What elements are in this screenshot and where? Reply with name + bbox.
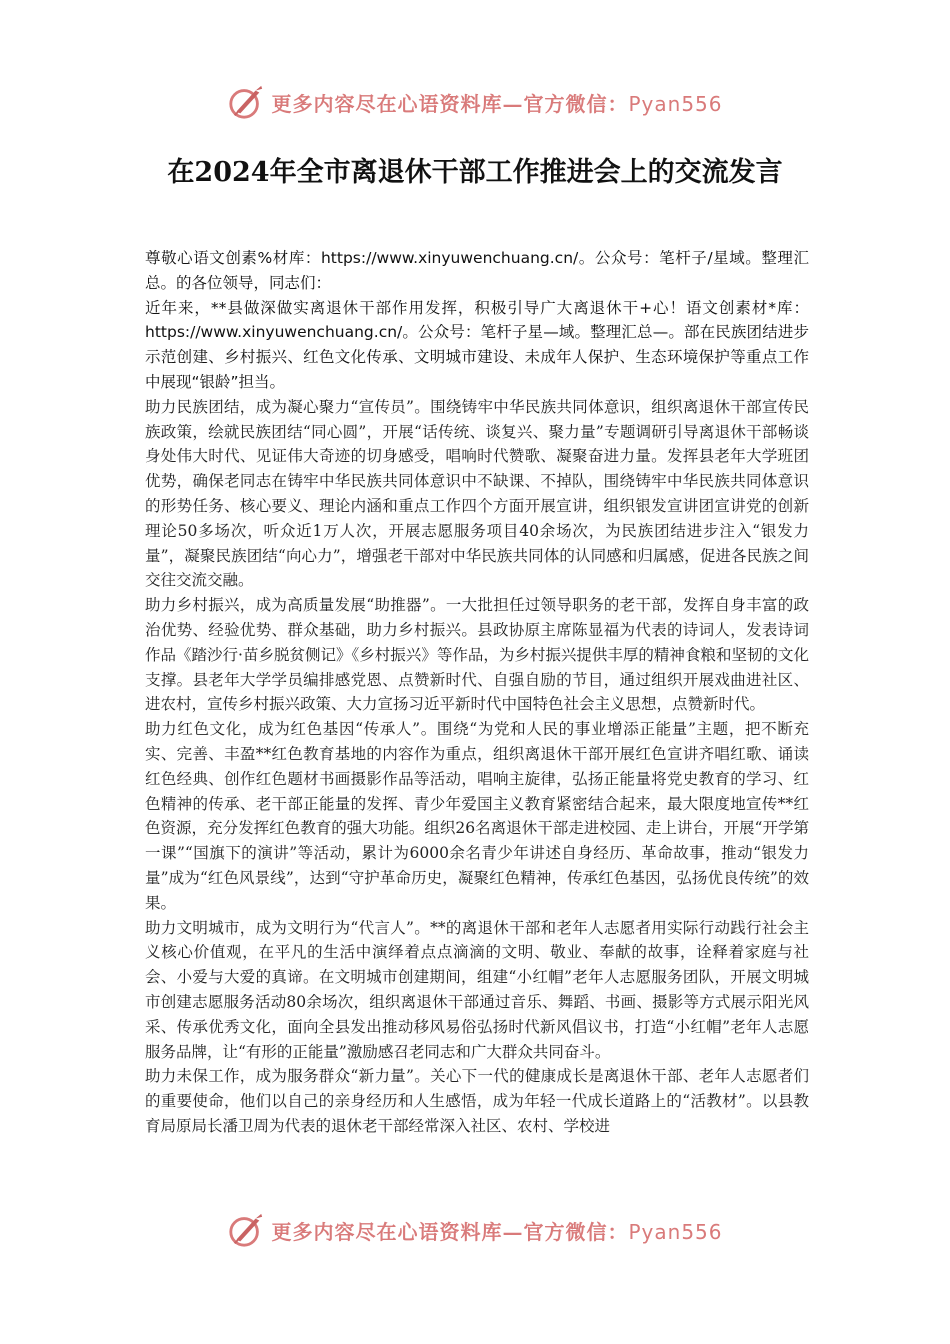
intro-paragraph: 近年来，**县做深做实离退休干部作用发挥，积极引导广大离退休干+心！语文创素材*库：https://www.xinyuwenchuang.cn/。公众号：笔杆子星—域。整理汇总—。部在民族团结进步示范创建、乡村振兴、红色文化传承、文明城市建设、未成年人保护、生态环境保护等重点工作中展现“银龄”担当。 [145,298,809,391]
body-paragraph: 助力乡村振兴，成为高质量发展“助推器”。一大批担任过领导职务的老干部，发挥自身丰富的政治优势、经验优势、群众基础，助力乡村振兴。县政协原主席陈显福为代表的诗词人，发表诗词作品《踏沙行·苗乡脱贫侧记》《乡村振兴》等作品，为乡村振兴提供丰厚的精神食粮和坚韧的文化支撑。县老年大学学员编排感党恩、点赞新时代、自强自励的节目，通过组织开展戏曲进社区、进农村，宣传乡村振兴政策、大力宣扬习近平新时代中国特色社会主义思想，点赞新时代。 [145,596,809,714]
salutation: 尊敬心语文创素%材库：https://www.xinyuwenchuang.cn/。公众号：笔杆子/星域。整理汇总。的各位领导，同志们： [145,249,809,292]
body-paragraph: 助力民族团结，成为凝心聚力“宣传员”。围绕铸牢中华民族共同体意识，组织离退休干部宣传民族政策，绘就民族团结“同心圆”，开展“话传统、谈复兴、聚力量”专题调研引导离退休干部畅谈身处伟大时代、见证伟大奇迹的切身感受，唱响时代赞歌、凝聚奋进力量。发挥县老年大学班团优势，确保老同志在铸牢中华民族共同体意识中不缺课、不掉队，围绕铸牢中华民族共同体意识的形势任务、核心要义、理论内涵和重点工作四个方面开展宣讲，组织银发宣讲团宣讲党的创新理论50多场次，听众近1万人次，开展志愿服务项目40余场次，为民族团结进步注入“银发力量”，凝聚民族团结“向心力”，增强老干部对中华民族共同体的认同感和归属感，促进各民族之间交往交流交融。 [145,397,809,590]
document-body [145,246,809,1139]
body-paragraph: 助力红色文化，成为红色基因“传承人”。围绕“为党和人民的事业增添正能量”主题，把不断充实、完善、丰盈**红色教育基地的内容作为重点，组织离退休干部开展红色宣讲齐唱红歌、诵读红色经典、创作红色题材书画摄影作品等活动，唱响主旋律，弘扬正能量将党史教育的学习、红色精神的传承、老干部正能量的发挥、青少年爱国主义教育紧密结合起来，最大限度地宣传**红色资源，充分发挥红色教育的强大功能。组织26名离退休干部走进校园、走上讲台，开展“开学第一课”“国旗下的演讲”等活动，累计为6000余名青少年讲述自身经历、革命故事，推动“银发力量”成为“红色风景线”，达到“守护革命历史，凝聚红色精神，传承红色基因，弘扬优良传统”的效果。 [145,720,809,912]
page-title: 在2024年全市离退休干部工作推进会上的交流发言 [167,157,783,188]
quill-pen-logo-icon [227,83,265,121]
banner-text: 更多内容尽在心语资料库—官方微信：Pyan556 [271,91,723,116]
footer-banner [0,1208,950,1252]
wechat-id: Pyan556 [628,91,723,116]
header-banner [0,80,950,124]
wechat-id: Pyan556 [628,1219,723,1244]
body-paragraph: 助力文明城市，成为文明行为“代言人”。**的离退休干部和老年人志愿者用实际行动践行社会主义核心价值观，在平凡的生活中演绎着点点滴滴的文明、敬业、奉献的故事，诠释着家庭与社会、小爱与大爱的真谛。在文明城市创建期间，组建“小红帽”老年人志愿服务团队，开展文明城市创建志愿服务活动80余场次，组织离退休干部通过音乐、舞蹈、书画、摄影等方式展示阳光风采、传承优秀文化，面向全县发出推动移风易俗弘扬时代新风倡议书，打造“小红帽”老年人志愿服务品牌，让“有形的正能量”激励感召老同志和广大群众共同奋斗。 [145,918,809,1061]
quill-pen-logo-icon [227,1211,265,1249]
body-paragraph: 助力未保工作，成为服务群众“新力量”。关心下一代的健康成长是离退休干部、老年人志愿者们的重要使命，他们以自己的亲身经历和人生感悟，成为年轻一代成长道路上的“活教材”。以县教育局原局长潘卫周为代表的退休老干部经常深入社区、农村、学校进 [145,1067,809,1135]
banner-text: 更多内容尽在心语资料库—官方微信：Pyan556 [271,1219,723,1244]
